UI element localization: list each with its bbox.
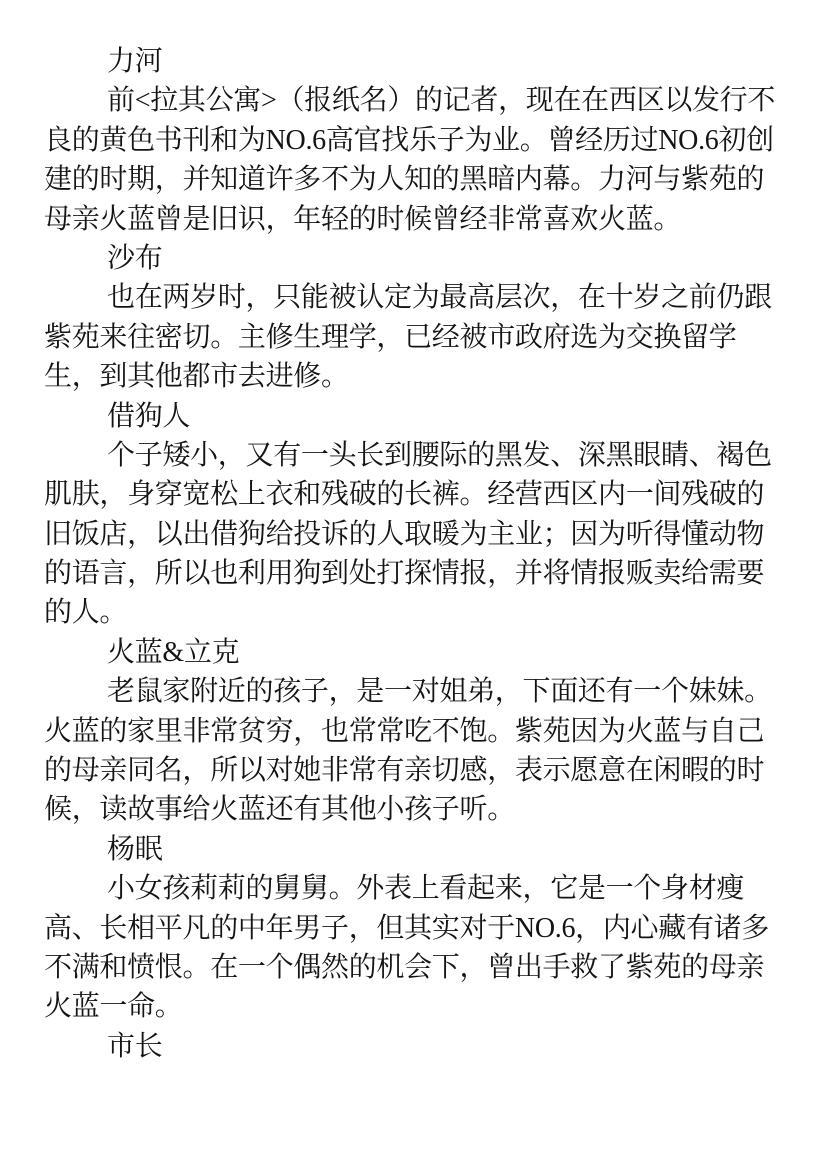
heading-li-he: 力河 [107, 46, 163, 77]
text-line: 火蓝一命。 [44, 991, 183, 1023]
text-line: 肌肤，身穿宽松上衣和残破的长裤。经营西区内一间残破的 [44, 479, 765, 511]
text-line: 良的黄色书刊和为NO.6高官找乐子为业。曾经历过NO.6初创 [44, 124, 774, 156]
text-block [44, 42, 789, 1066]
text-line: 的母亲同名，所以对她非常有亲切感，表示愿意在闲暇的时 [44, 755, 765, 787]
heading-yang-mian: 杨眠 [107, 833, 163, 865]
heading-huo-lan-li-ke: 火蓝&立克 [107, 636, 240, 668]
heading-shi-zhang: 市长 [107, 1030, 163, 1062]
text-line: 不满和愤恨。在一个偶然的机会下，曾出手救了紫苑的母亲 [44, 951, 765, 983]
text-line: 老鼠家附近的孩子，是一对姐弟，下面还有一个妹妹。 [107, 676, 772, 708]
text-line: 紫苑来往密切。主修生理学，已经被市政府选为交换留学 [44, 321, 737, 353]
text-line: 小女孩莉莉的舅舅。外表上看起来，它是一个身材瘦 [107, 873, 745, 905]
text-line: 个子矮小，又有一头长到腰际的黑发、深黑眼睛、褐色 [107, 439, 772, 471]
text-line: 母亲火蓝曾是旧识，年轻的时候曾经非常喜欢火蓝。 [44, 203, 682, 235]
text-line: 生，到其他都市去进修。 [44, 361, 349, 393]
text-line: 高、长相平凡的中年男子，但其实对于NO.6，内心藏有诸多 [44, 912, 770, 944]
text-line: 火蓝的家里非常贫穷，也常常吃不饱。紫苑因为火蓝与自己 [44, 715, 765, 747]
text-line: 候，读故事给火蓝还有其他小孩子听。 [44, 794, 515, 826]
heading-jie-gou-ren: 借狗人 [107, 400, 191, 432]
text-line: 的人。 [44, 597, 128, 629]
heading-sha-bu: 沙布 [107, 242, 163, 274]
text-line: 旧饭店，以出借狗给投诉的人取暖为主业；因为听得懂动物 [44, 518, 765, 550]
text-line: 建的时期，并知道许多不为人知的黑暗内幕。力河与紫苑的 [44, 164, 765, 196]
text-line: 也在两岁时，只能被认定为最高层次，在十岁之前仍跟 [107, 282, 772, 314]
text-line: 的语言，所以也利用狗到处打探情报，并将情报贩卖给需要 [44, 558, 765, 590]
text-line: 前<拉其公寓>（报纸名）的记者，现在在西区以发行不 [107, 85, 776, 117]
